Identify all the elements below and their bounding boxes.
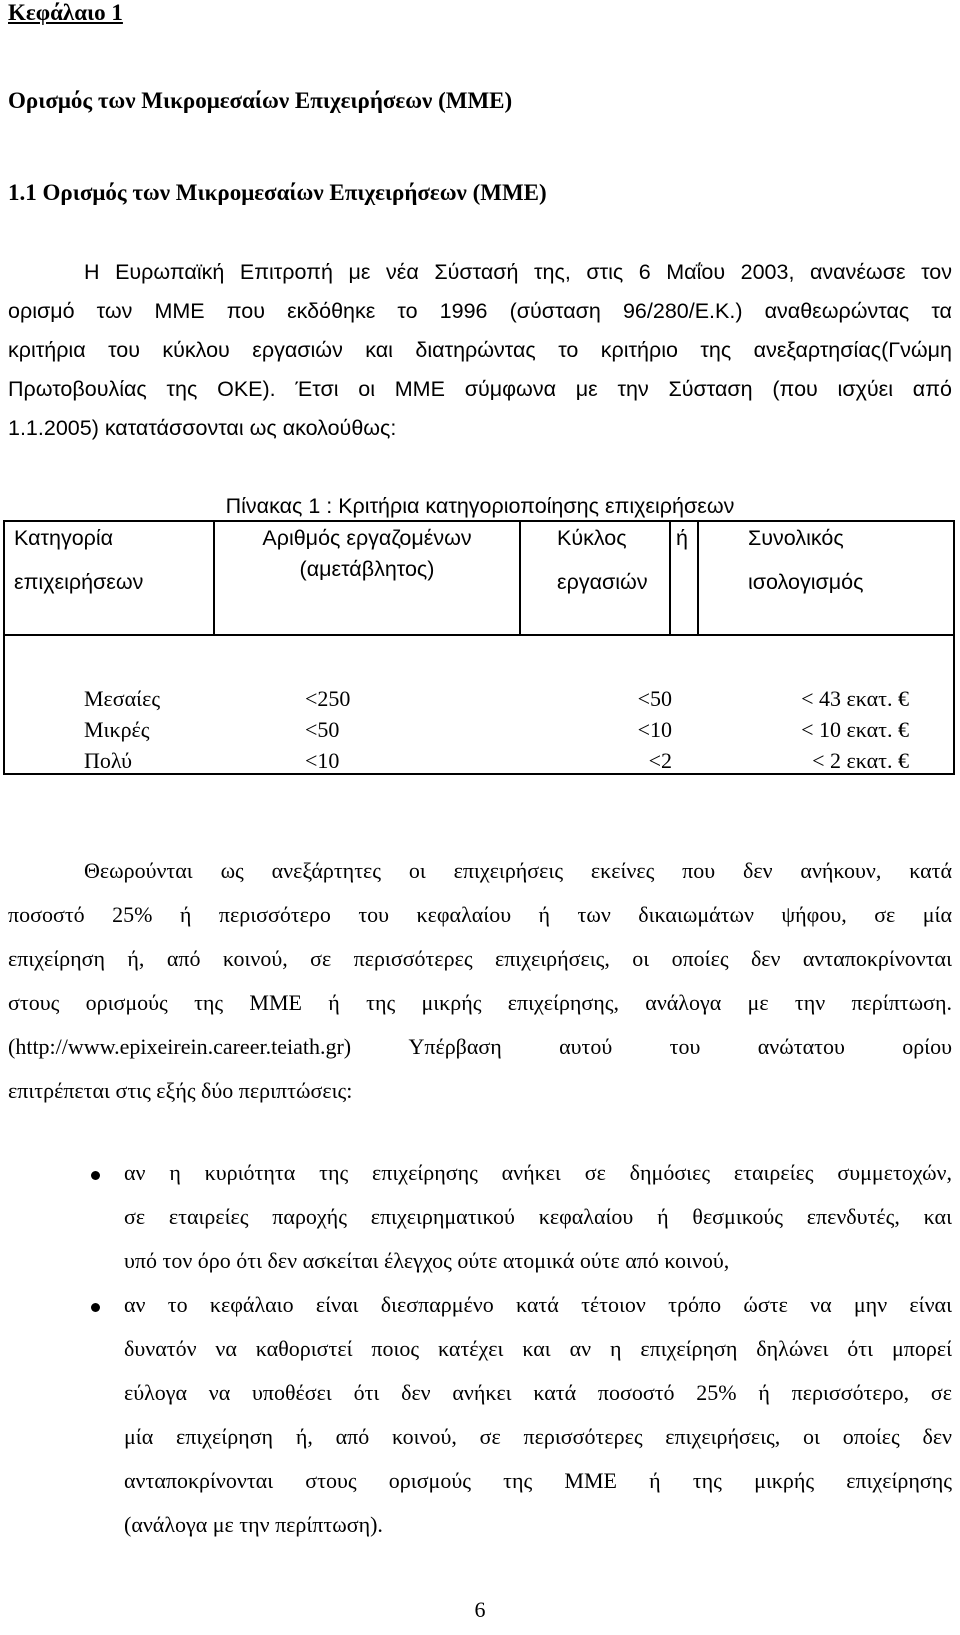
page-number: 6	[474, 1597, 486, 1622]
header-balance-line1: Συνολικός	[748, 526, 844, 550]
header-balance-line2: ισολογισμός	[748, 570, 864, 594]
paragraph-line: ποσοστό 25% ή περισσότερο του κεφαλαίου ή των δικαιωμάτων ψήφου, σε μία	[8, 902, 952, 927]
bullet-line: δυνατόν να καθοριστεί ποιος κατέχει και αν η επιχείρηση δηλώνει ότι μπορεί	[124, 1336, 952, 1361]
intro-line: 1.1.2005) κατατάσσονται ως ακολούθως:	[8, 416, 397, 440]
row-category: Μεσαίες	[84, 686, 161, 711]
paragraph-line: (http://www.epixeirein.career.teiath.gr) Υπέρβαση αυτού του ανώτατου ορίου	[8, 1034, 952, 1059]
row-balance: < 43 εκατ. €	[801, 686, 909, 711]
header-employees-line1: Αριθμός εργαζομένων	[262, 526, 472, 550]
header-category-line1: Κατηγορία	[14, 526, 114, 550]
row-balance: < 2 εκατ. €	[812, 748, 909, 773]
bullet-line: (ανάλογα με την περίπτωση).	[124, 1512, 383, 1537]
bullet-dot-icon	[91, 1303, 100, 1312]
table-caption: Πίνακας 1 : Κριτήρια κατηγοριοποίησης επιχειρήσεων	[225, 494, 735, 518]
row-employees: <10	[305, 748, 340, 773]
row-balance: < 10 εκατ. €	[801, 717, 909, 742]
bullet-line: αν η κυριότητα της επιχείρησης ανήκει σε δημόσιες εταιρείες συμμετοχών,	[124, 1160, 952, 1185]
bullet-dot-icon	[91, 1171, 100, 1180]
table-divider	[3, 634, 955, 636]
row-turnover: <10	[637, 717, 672, 742]
subsection-heading: 1.1 Ορισμός των Μικρομεσαίων Επιχειρήσεων (ΜΜΕ)	[8, 180, 547, 205]
table-divider	[519, 522, 521, 636]
header-or: ή	[676, 526, 688, 550]
intro-line: ορισμό των ΜΜΕ που εκδόθηκε το 1996 (σύσταση 96/280/Ε.Κ.) αναθεωρώντας τα	[8, 299, 952, 323]
bullet-line: εύλογα να υποθέσει ότι δεν ανήκει κατά ποσοστό 25% ή περισσότερο, σε	[124, 1380, 952, 1405]
row-category: Μικρές	[84, 717, 150, 742]
row-category: Πολύ	[84, 748, 133, 773]
paragraph-line: στους ορισμούς της ΜΜΕ ή της μικρής επιχείρησης, ανάλογα με την περίπτωση.	[8, 990, 952, 1015]
row-turnover: <2	[648, 748, 672, 773]
section-heading: Ορισμός των Μικρομεσαίων Επιχειρήσεων (ΜΜΕ)	[8, 88, 513, 113]
intro-line: Η Ευρωπαϊκή Επιτροπή με νέα Σύστασή της, στις 6 Μαΐου 2003, ανανέωσε τον	[84, 260, 952, 284]
intro-line: Πρωτοβουλίας της ΟΚΕ). Έτσι οι ΜΜΕ σύμφωνα με την Σύσταση (που ισχύει από	[8, 377, 952, 401]
bullet-line: αν το κεφάλαιο είναι διεσπαρμένο κατά τέτοιον τρόπο ώστε να μην είναι	[124, 1292, 952, 1317]
bullet-line: ανταποκρίνονται στους ορισμούς της ΜΜΕ ή της μικρής επιχείρησης	[124, 1468, 952, 1493]
header-employees-line2: (αμετάβλητος)	[299, 557, 435, 581]
bullet-line: μία επιχείρηση ή, από κοινού, σε περισσότερες επιχειρήσεις, οι οποίες δεν	[124, 1424, 952, 1449]
chapter-title: Κεφάλαιο 1	[8, 0, 123, 25]
row-employees: <50	[305, 717, 340, 742]
paragraph-line: Θεωρούνται ως ανεξάρτητες οι επιχειρήσεις εκείνες που δεν ανήκουν, κατά	[84, 858, 952, 883]
table-divider	[697, 522, 699, 636]
row-turnover: <50	[637, 686, 672, 711]
table-divider	[669, 522, 671, 636]
bullet-line: υπό τον όρο ότι δεν ασκείται έλεγχος ούτε ατομικά ούτε από κοινού,	[124, 1248, 730, 1273]
header-turnover-line1: Κύκλος	[557, 526, 627, 550]
paragraph-line: επιτρέπεται στις εξής δύο περιπτώσεις:	[8, 1078, 353, 1103]
row-employees: <250	[305, 686, 351, 711]
paragraph-line: επιχείρηση ή, από κοινού, σε περισσότερες επιχειρήσεις, οι οποίες δεν ανταποκρίνονται	[8, 946, 952, 971]
bullet-line: σε εταιρείες παροχής επιχειρηματικού κεφαλαίου ή θεσμικούς επενδυτές, και	[124, 1204, 952, 1229]
header-turnover-line2: εργασιών	[557, 570, 648, 594]
intro-line: κριτήρια του κύκλου εργασιών και διατηρώντας το κριτήριο της ανεξαρτησίας(Γνώμη	[8, 338, 952, 362]
header-category-line2: επιχειρήσεων	[14, 570, 144, 594]
